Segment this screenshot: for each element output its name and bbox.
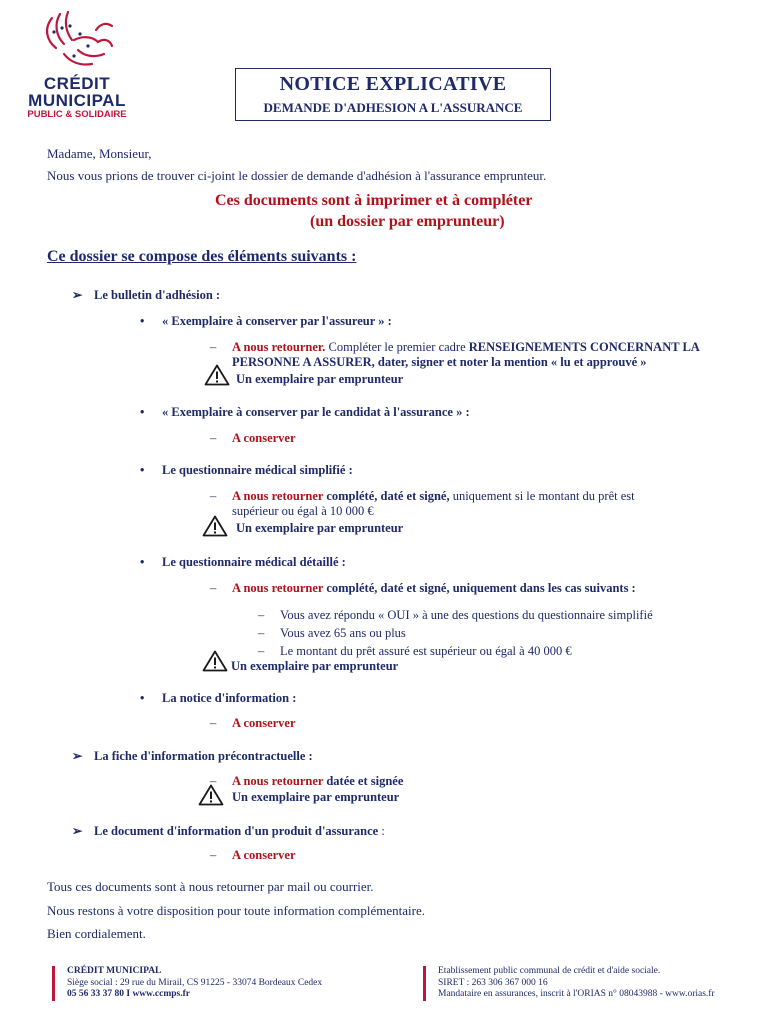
closing-line-1: Tous ces documents sont à nous retourner par mail ou courrier. (47, 879, 374, 894)
footer-company: CRÉDIT MUNICIPAL (67, 966, 162, 976)
list-item-fiche: ➢ La fiche d'information précontractuelle : (72, 749, 313, 763)
dash-bullet-icon: – (258, 644, 265, 658)
one-copy-note-4: Un exemplaire par emprunteur (232, 790, 400, 804)
fiche-instruction: – A nous retourner datée et signée (210, 774, 404, 788)
warning-icon (202, 515, 228, 537)
dash-bullet-icon: – (210, 716, 217, 730)
page-title: NOTICE EXPLICATIVE (279, 73, 507, 95)
dash-bullet-icon: – (210, 489, 217, 503)
one-copy-note-2: Un exemplaire par emprunteur (236, 521, 404, 535)
list-item-document-info: ➢ Le document d'information d'un produit d'assurance : (72, 824, 385, 838)
dash-bullet-icon: – (210, 774, 217, 788)
list-item-exemplaire-candidat: • « Exemplaire à conserver par le candidat à l'assurance » : (140, 405, 470, 419)
cas-item-1: – Vous avez répondu « OUI » à une des questions du questionnaire simplifié (258, 608, 653, 622)
footer-legal-3: Mandataire en assurances, inscrit à l'ORIAS n° 08043988 - www.orias.fr (438, 989, 715, 999)
list-item-exemplaire-assureur: • « Exemplaire à conserver par l'assureur » : (140, 314, 392, 328)
closing-line-2: Nous restons à votre disposition pour toute information complémentaire. (47, 903, 426, 918)
questionnaire-simplifie-instruction: – A nous retourner complété, daté et signé, uniquement si le montant du prêt est (210, 489, 635, 503)
bullet-icon: • (140, 555, 145, 569)
exemplaire-assureur-instruction-cont: PERSONNE A ASSURER, dater, signer et noter la mention « lu et approuvé » (232, 355, 647, 369)
warning-icon (198, 784, 224, 806)
footer-legal-2: SIRET : 263 306 367 000 16 (438, 977, 548, 988)
bullet-icon: • (140, 405, 145, 419)
section-heading: Ce dossier se compose des éléments suivants : (47, 248, 357, 265)
footer-right (423, 966, 715, 1001)
highlight-line1: Ces documents sont à imprimer et à compléter (215, 192, 533, 209)
arrow-bullet-icon: ➢ (72, 288, 83, 302)
highlight-line2: (un dossier par emprunteur) (310, 213, 505, 230)
list-item-bulletin: ➢ Le bulletin d'adhésion : (72, 288, 221, 302)
intro-text: Nous vous prions de trouver ci-joint le dossier de demande d'adhésion à l'assurance emprunteur. (47, 168, 547, 183)
exemplaire-assureur-instruction: – A nous retourner. Compléter le premier cadre RENSEIGNEMENTS CONCERNANT LA (210, 340, 700, 354)
dash-bullet-icon: – (258, 626, 265, 640)
bullet-icon: • (140, 463, 145, 477)
footer-left (52, 966, 322, 1001)
document-info-instruction: – A conserver (210, 848, 296, 862)
warning-icon (202, 650, 228, 672)
logo-line2: MUNICIPAL (28, 91, 126, 110)
warning-icon (204, 364, 230, 386)
exemplaire-candidat-instruction: – A conserver (210, 431, 296, 445)
greeting: Madame, Monsieur, (47, 146, 152, 161)
dash-bullet-icon: – (210, 431, 217, 445)
footer-address: Siège social : 29 rue du Mirail, CS 91225 - 33074 Bordeaux Cedex (67, 977, 323, 988)
dash-bullet-icon: – (210, 581, 217, 595)
logo-line1: CRÉDIT (43, 74, 111, 93)
bullet-icon: • (140, 691, 145, 705)
notice-instruction: – A conserver (210, 716, 296, 730)
list-item-notice: • La notice d'information : (140, 691, 297, 705)
griffin-emblem-icon (34, 10, 120, 74)
questionnaire-detaille-instruction: – A nous retourner complété, daté et signé, uniquement dans les cas suivants : (210, 581, 636, 595)
bullet-icon: • (140, 314, 145, 328)
page-subtitle: DEMANDE D'ADHESION A L'ASSURANCE (263, 100, 523, 115)
footer-legal-1: Etablissement public communal de crédit et d'aide sociale. (438, 966, 661, 976)
credit-municipal-logo (18, 10, 138, 122)
questionnaire-simplifie-instruction-cont: supérieur ou égal à 10 000 € (232, 504, 374, 518)
one-copy-note-1: Un exemplaire par emprunteur (236, 372, 404, 386)
arrow-bullet-icon: ➢ (72, 749, 83, 763)
cas-item-2: – Vous avez 65 ans ou plus (258, 626, 406, 640)
arrow-bullet-icon: ➢ (72, 824, 83, 838)
closing-line-3: Bien cordialement. (47, 926, 146, 941)
cas-item-3: – Le montant du prêt assuré est supérieur ou égal à 40 000 € (258, 644, 572, 658)
title-box (235, 68, 551, 121)
dash-bullet-icon: – (210, 340, 217, 354)
list-item-questionnaire-simplifie: • Le questionnaire médical simplifié : (140, 463, 353, 477)
list-item-questionnaire-detaille: • Le questionnaire médical détaillé : (140, 555, 346, 569)
one-copy-note-3: Un exemplaire par emprunteur (231, 659, 399, 673)
dash-bullet-icon: – (258, 608, 265, 622)
dash-bullet-icon: – (210, 848, 217, 862)
logo-tagline: PUBLIC & SOLIDAIRE (27, 109, 127, 120)
footer-contact: 05 56 33 37 80 I www.ccmps.fr (67, 989, 190, 999)
